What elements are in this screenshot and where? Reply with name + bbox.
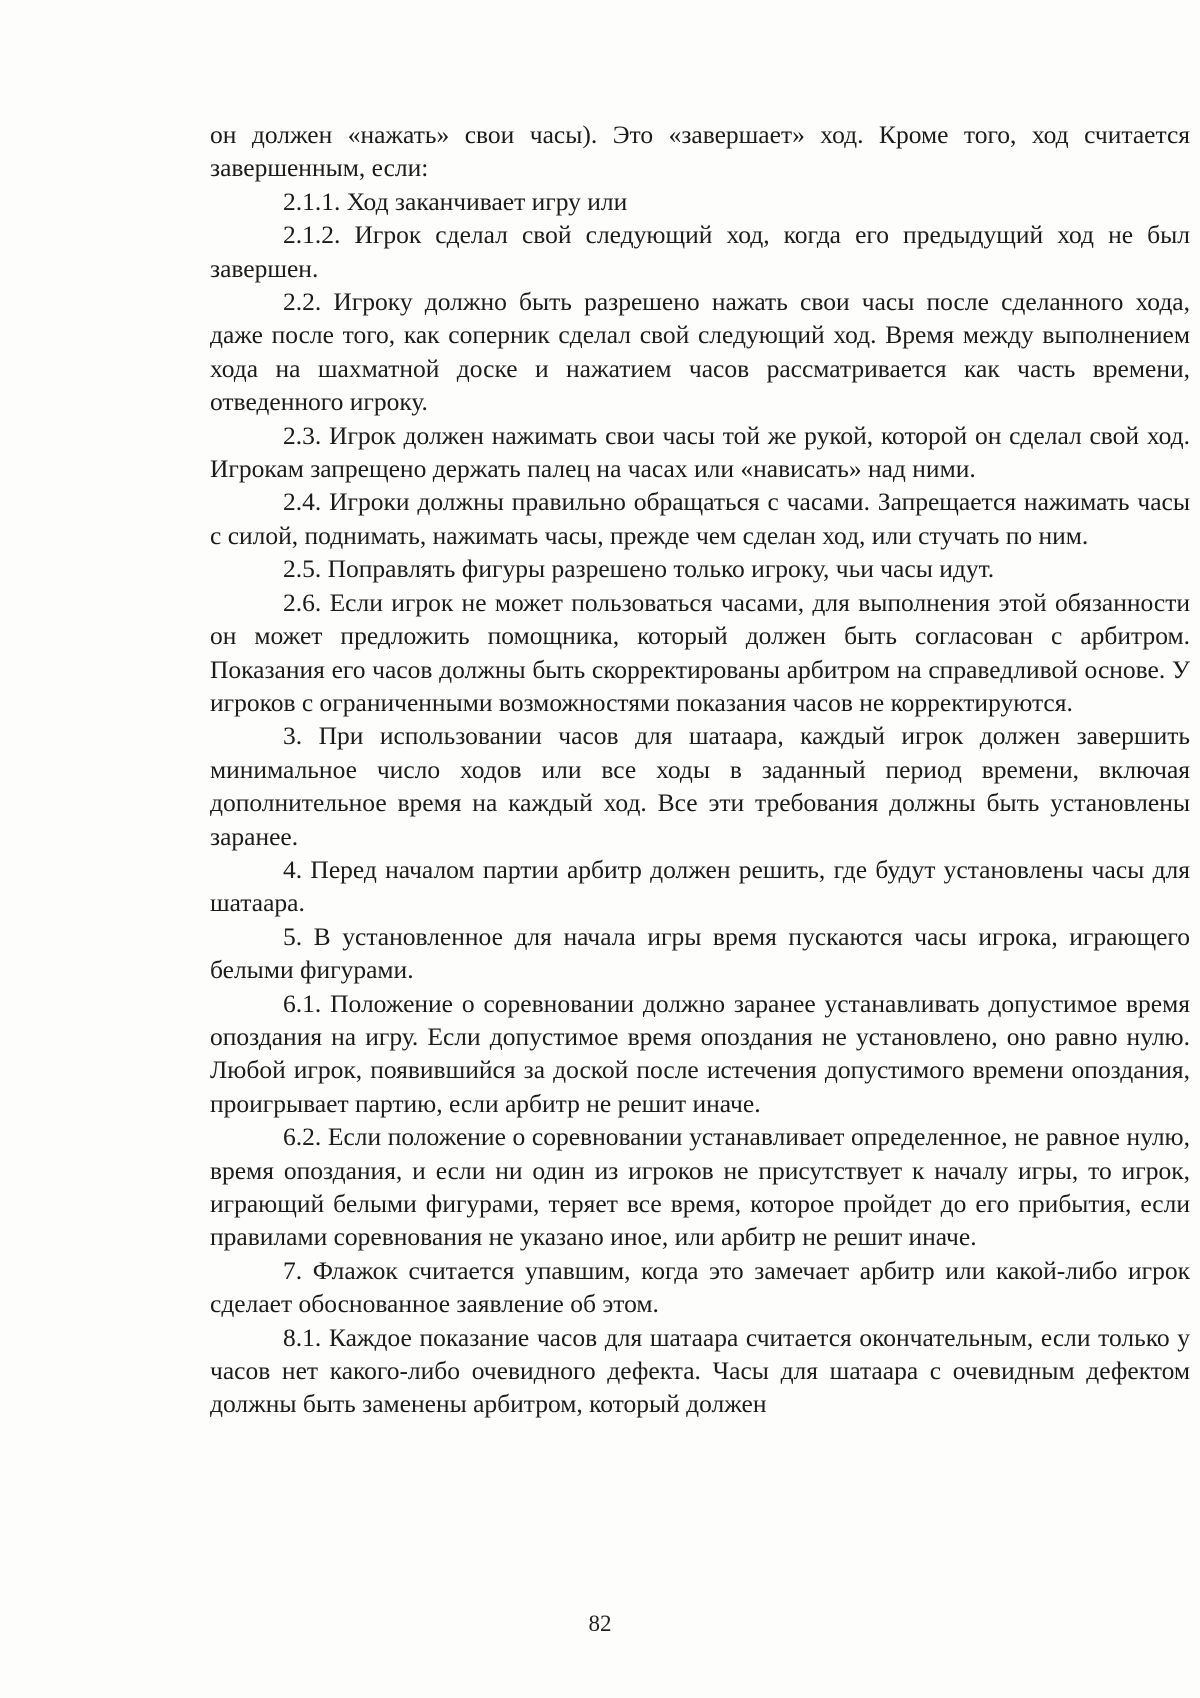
- paragraph-5: 5. В установленное для начала игры время пускаются часы игрока, играющего белыми фигурами.: [210, 921, 1190, 985]
- paragraph-2-1-2: 2.1.2. Игрок сделал свой следующий ход, когда его предыдущий ход не был завершен.: [210, 220, 1190, 283]
- paragraph-2-5: 2.5. Поправлять фигуры разрешено только игроку, чьи часы идут.: [283, 554, 995, 584]
- paragraph-2-6: 2.6. Если игрок не может пользоваться часами, для выполнения этой обязанности он может предложить помощника, который должен быть согласован с арбитром. Показания его часов должны быть скорректированы арбитром на справедливой основе. У игроков с ограниченными возможностями показания часов не корректируются.: [210, 587, 1190, 717]
- paragraph-2-4: 2.4. Игроки должны правильно обращаться с часами. Запрещается нажимать часы с силой, поднимать, нажимать часы, прежде чем сделан ход, или стучать по ним.: [210, 487, 1190, 550]
- paragraph-3: 3. При использовании часов для шатаара, каждый игрок должен завершить минимальное число ходов или все ходы в заданный период времени, включая дополнительное время на каждый ход. Все эти требования должны быть установлены заранее.: [210, 721, 1190, 851]
- paragraph-6-1: 6.1. Положение о соревновании должно заранее устанавливать допустимое время опоздания на игру. Если допустимое время опоздания не установлено, оно равно нулю. Любой игрок, появившийся за доской после истечения допустимого времени опоздания, проигрывает партию, если арбитр не решит иначе.: [210, 988, 1190, 1118]
- paragraph-7: 7. Флажок считается упавшим, когда это замечает арбитр или какой-либо игрок сделает обоснованное заявление об этом.: [210, 1255, 1190, 1319]
- paragraph-6-2: 6.2. Если положение о соревновании устанавливает определенное, не равное нулю, время опоздания, и если ни один из игроков не присутствует к началу игры, то игрок, играющий белыми фигурами, теряет все время, которое пройдет до его прибытия, если правилами соревнования не указано иное, или арбитр не решит иначе.: [210, 1122, 1190, 1252]
- page-number: 82: [588, 1611, 612, 1636]
- paragraph-2-3: 2.3. Игрок должен нажимать свои часы той же рукой, которой он сделал свой ход. Игрокам запрещено держать палец на часах или «нависать» над ними.: [210, 420, 1190, 484]
- paragraph-8-1: 8.1. Каждое показание часов для шатаара считается окончательным, если только у часов нет какого-либо очевидного дефекта. Часы для шатаара с очевидным дефектом должны быть заменены арбитром, который должен: [210, 1322, 1190, 1419]
- paragraph-2-2: 2.2. Игроку должно быть разрешено нажать свои часы после сделанного хода, даже после того, как соперник сделал свой следующий ход. Время между выполнением хода на шахматной доске и нажатием часов рассматривается как часть времени, отведенного игроку.: [210, 287, 1190, 417]
- body-text: [210, 118, 1190, 1421]
- paragraph-2-1-1: 2.1.1. Ход заканчивает игру или: [283, 186, 628, 216]
- paragraph-continuation: он должен «нажать» свои часы). Это «завершает» ход. Кроме того, ход считается завершенным, если:: [210, 120, 1190, 183]
- paragraph-4: 4. Перед началом партии арбитр должен решить, где будут установлены часы для шатаара.: [210, 854, 1190, 918]
